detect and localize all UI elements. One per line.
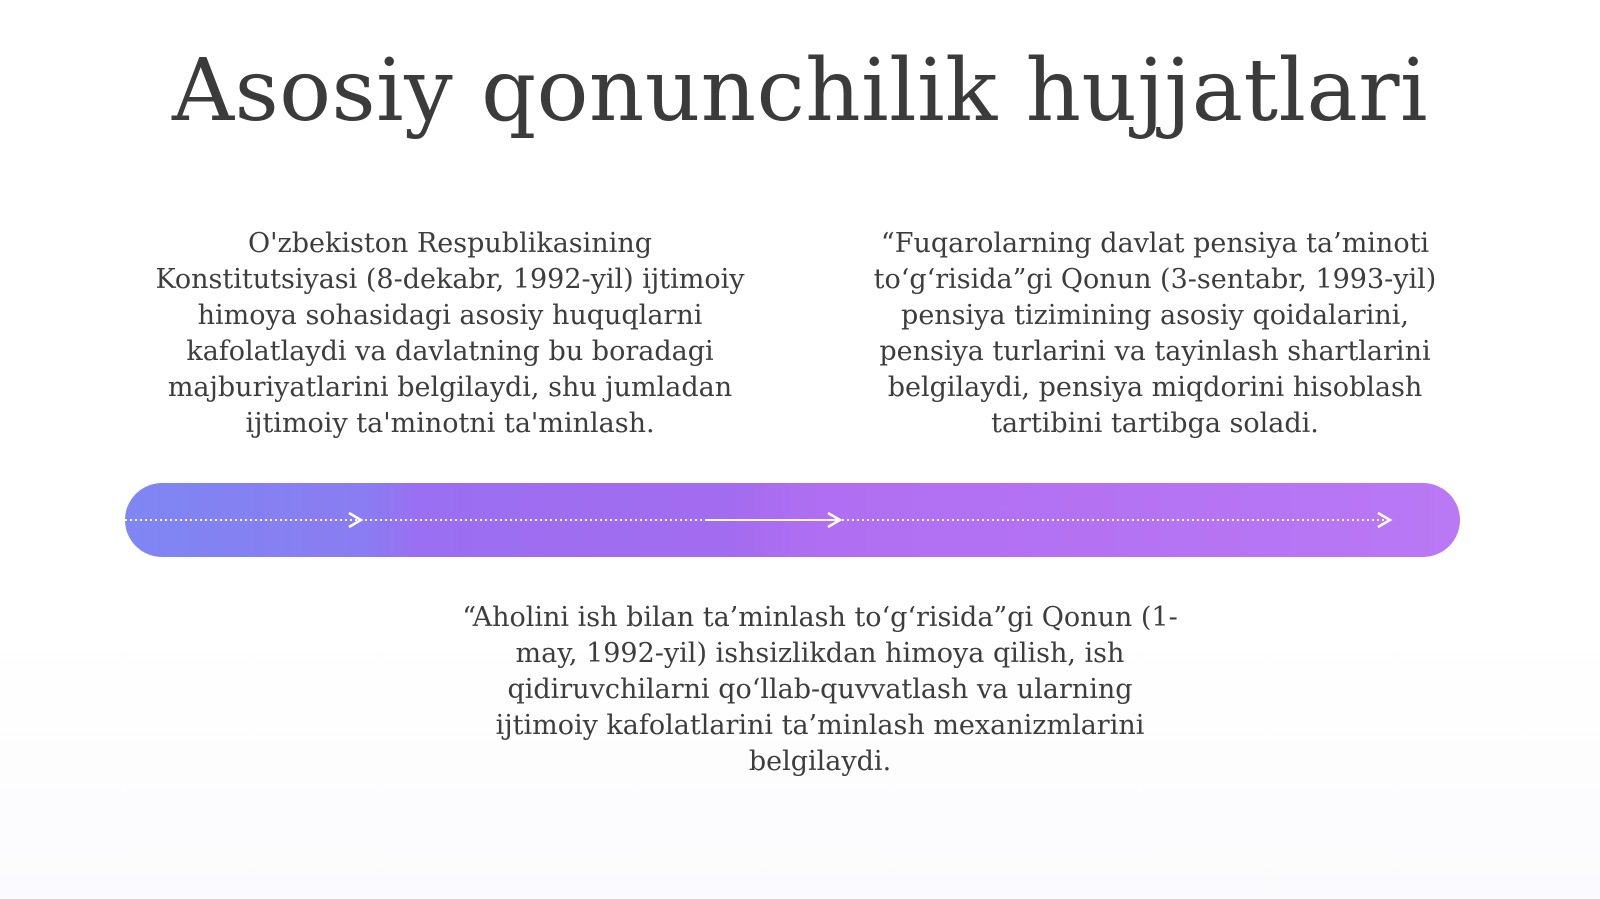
employment-law-description: “Aholini ish bilan ta’minlash to‘g‘risida”gi Qonun (1-may, 1992-yil) ishsizlikdan himoya qilish, ish qidiruvchilarni qo‘llab-quvvatlash va ularning ijtimoiy kafolatlarini ta’minlash mexanizmlarini belgilaydi. xyxy=(462,602,1178,777)
slide-title: Asosiy qonunchilik hujjatlari xyxy=(172,41,1428,141)
pension-law-description: “Fuqarolarning davlat pensiya ta’minoti to‘g‘risida”gi Qonun (3-sentabr, 1993-yil) pensiya tizimining asosiy qoidalarini, pensiya turlarini va tayinlash shartlarini belgilaydi, pensiya miqdorini hisoblash tartibini tartibga soladi. xyxy=(873,228,1437,439)
timeline-arrows xyxy=(125,483,1460,557)
constitution-description: O'zbekiston Respublikasining Konstitutsiyasi (8-dekabr, 1992-yil) ijtimoiy himoya sohasidagi asosiy huquqlarni kafolatlaydi va davlatning bu boradagi majburiyatlarini belgilaydi, shu jumladan ijtimoiy ta'minotni ta'minlash. xyxy=(155,228,745,439)
timeline-bar xyxy=(125,483,1460,557)
